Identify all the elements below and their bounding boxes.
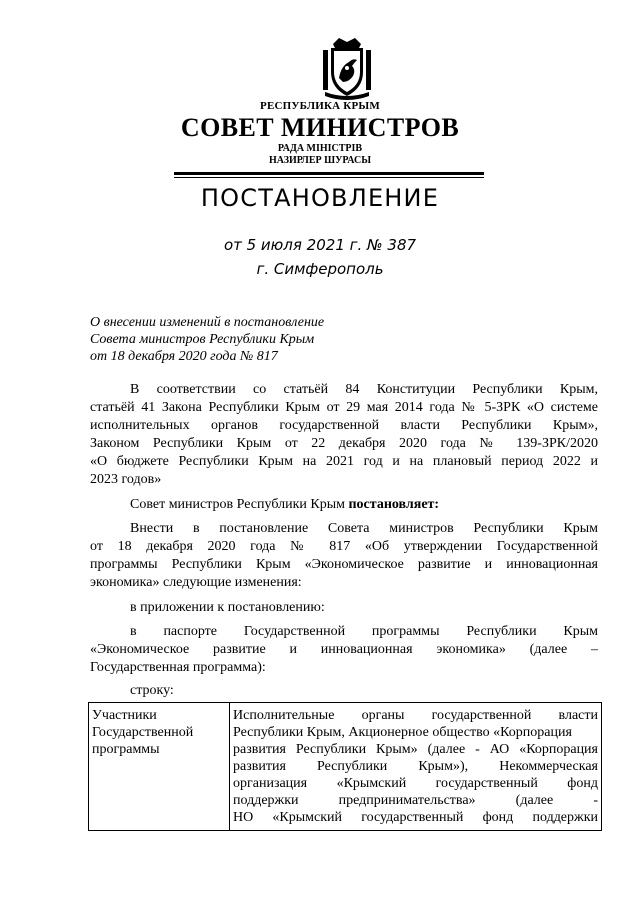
value-line: Республики Крым, Акционерное общество «Корпорация bbox=[233, 725, 572, 740]
council-name-crimean-tatar: НАЗИРЛЕР ШУРАСЫ bbox=[268, 155, 372, 166]
label-line: Участники bbox=[92, 708, 157, 723]
document-city: г. Симферополь bbox=[256, 260, 384, 278]
paragraph-3-line: экономика» следующие изменения: bbox=[90, 575, 302, 590]
paragraph-3-line: Внести в постановление Совета министров Республики Крым bbox=[130, 521, 598, 536]
header-divider-thick bbox=[174, 172, 484, 175]
value-line: развития Республики Крым» (далее - АО «Корпорация bbox=[233, 742, 598, 757]
label-line: Государственной bbox=[92, 725, 194, 740]
table-row bbox=[89, 703, 602, 831]
program-passport-table bbox=[88, 702, 602, 831]
paragraph-3-line: от 18 декабря 2020 года № 817 «Об утверждении Государственной bbox=[90, 539, 598, 554]
paragraph-1-line: 2023 годов» bbox=[90, 472, 162, 487]
paragraph-1-line: «О бюджете Республики Крым на 2021 год и на плановый период 2022 и bbox=[90, 454, 598, 469]
paragraph-3-line: программы Республики Крым «Экономическое развитие и инновационная bbox=[90, 557, 598, 572]
council-name-ukrainian: РАДА МІНІСТРІВ bbox=[277, 143, 363, 154]
value-line: поддержки предпринимательства» (далее - bbox=[233, 793, 598, 808]
paragraph-2-text: Совет министров Республики Крым bbox=[130, 497, 349, 512]
paragraph-5-line: «Экономическое развитие и инновационная экономика» (далее – bbox=[90, 642, 598, 657]
value-line: Исполнительные органы государственной власти bbox=[233, 708, 598, 723]
header-divider-thin bbox=[174, 177, 484, 178]
value-line: НО «Крымский государственный фонд поддержки bbox=[233, 810, 598, 825]
document-type-title: ПОСТАНОВЛЕНИЕ bbox=[200, 184, 440, 212]
subject-line: от 18 декабря 2020 года № 817 bbox=[90, 349, 278, 364]
republic-name: РЕСПУБЛИКА КРЫМ bbox=[260, 100, 380, 112]
table-cell-value bbox=[230, 703, 602, 831]
document-subject bbox=[90, 314, 324, 365]
value-line: развития Республики Крым»), Некоммерческая bbox=[233, 759, 598, 774]
paragraph-1-line: статьёй 41 Закона Республики Крым от 29 мая 2014 года № 5-ЗРК «О системе bbox=[90, 400, 598, 415]
paragraph-2-decision: постановляет: bbox=[348, 497, 440, 512]
paragraph-6: строку: bbox=[130, 683, 174, 698]
paragraph-4: в приложении к постановлению: bbox=[130, 600, 325, 615]
document-date-number: от 5 июля 2021 г. № 387 bbox=[223, 236, 417, 254]
council-name: СОВЕТ МИНИСТРОВ bbox=[180, 113, 460, 142]
paragraph-2 bbox=[130, 496, 598, 514]
paragraph-1-line: В соответствии со статьёй 84 Конституции Республики Крым, bbox=[130, 382, 598, 397]
paragraph-1-line: исполнительных органов государственной власти Республики Крым», bbox=[90, 418, 598, 433]
crimea-coat-of-arms-icon bbox=[319, 36, 375, 100]
paragraph-1-line: Законом Республики Крым от 22 декабря 2020 года № 139-ЗРК/2020 bbox=[90, 436, 598, 451]
paragraph-5-line: Государственная программа): bbox=[90, 660, 266, 675]
subject-line: О внесении изменений в постановление bbox=[90, 315, 325, 330]
paragraph-5-line: в паспорте Государственной программы Республики Крым bbox=[130, 624, 598, 639]
subject-line: Совета министров Республики Крым bbox=[90, 332, 315, 347]
value-line: организация «Крымский государственный фонд bbox=[233, 776, 598, 791]
table-cell-label bbox=[89, 703, 230, 831]
label-line: программы bbox=[92, 742, 160, 757]
